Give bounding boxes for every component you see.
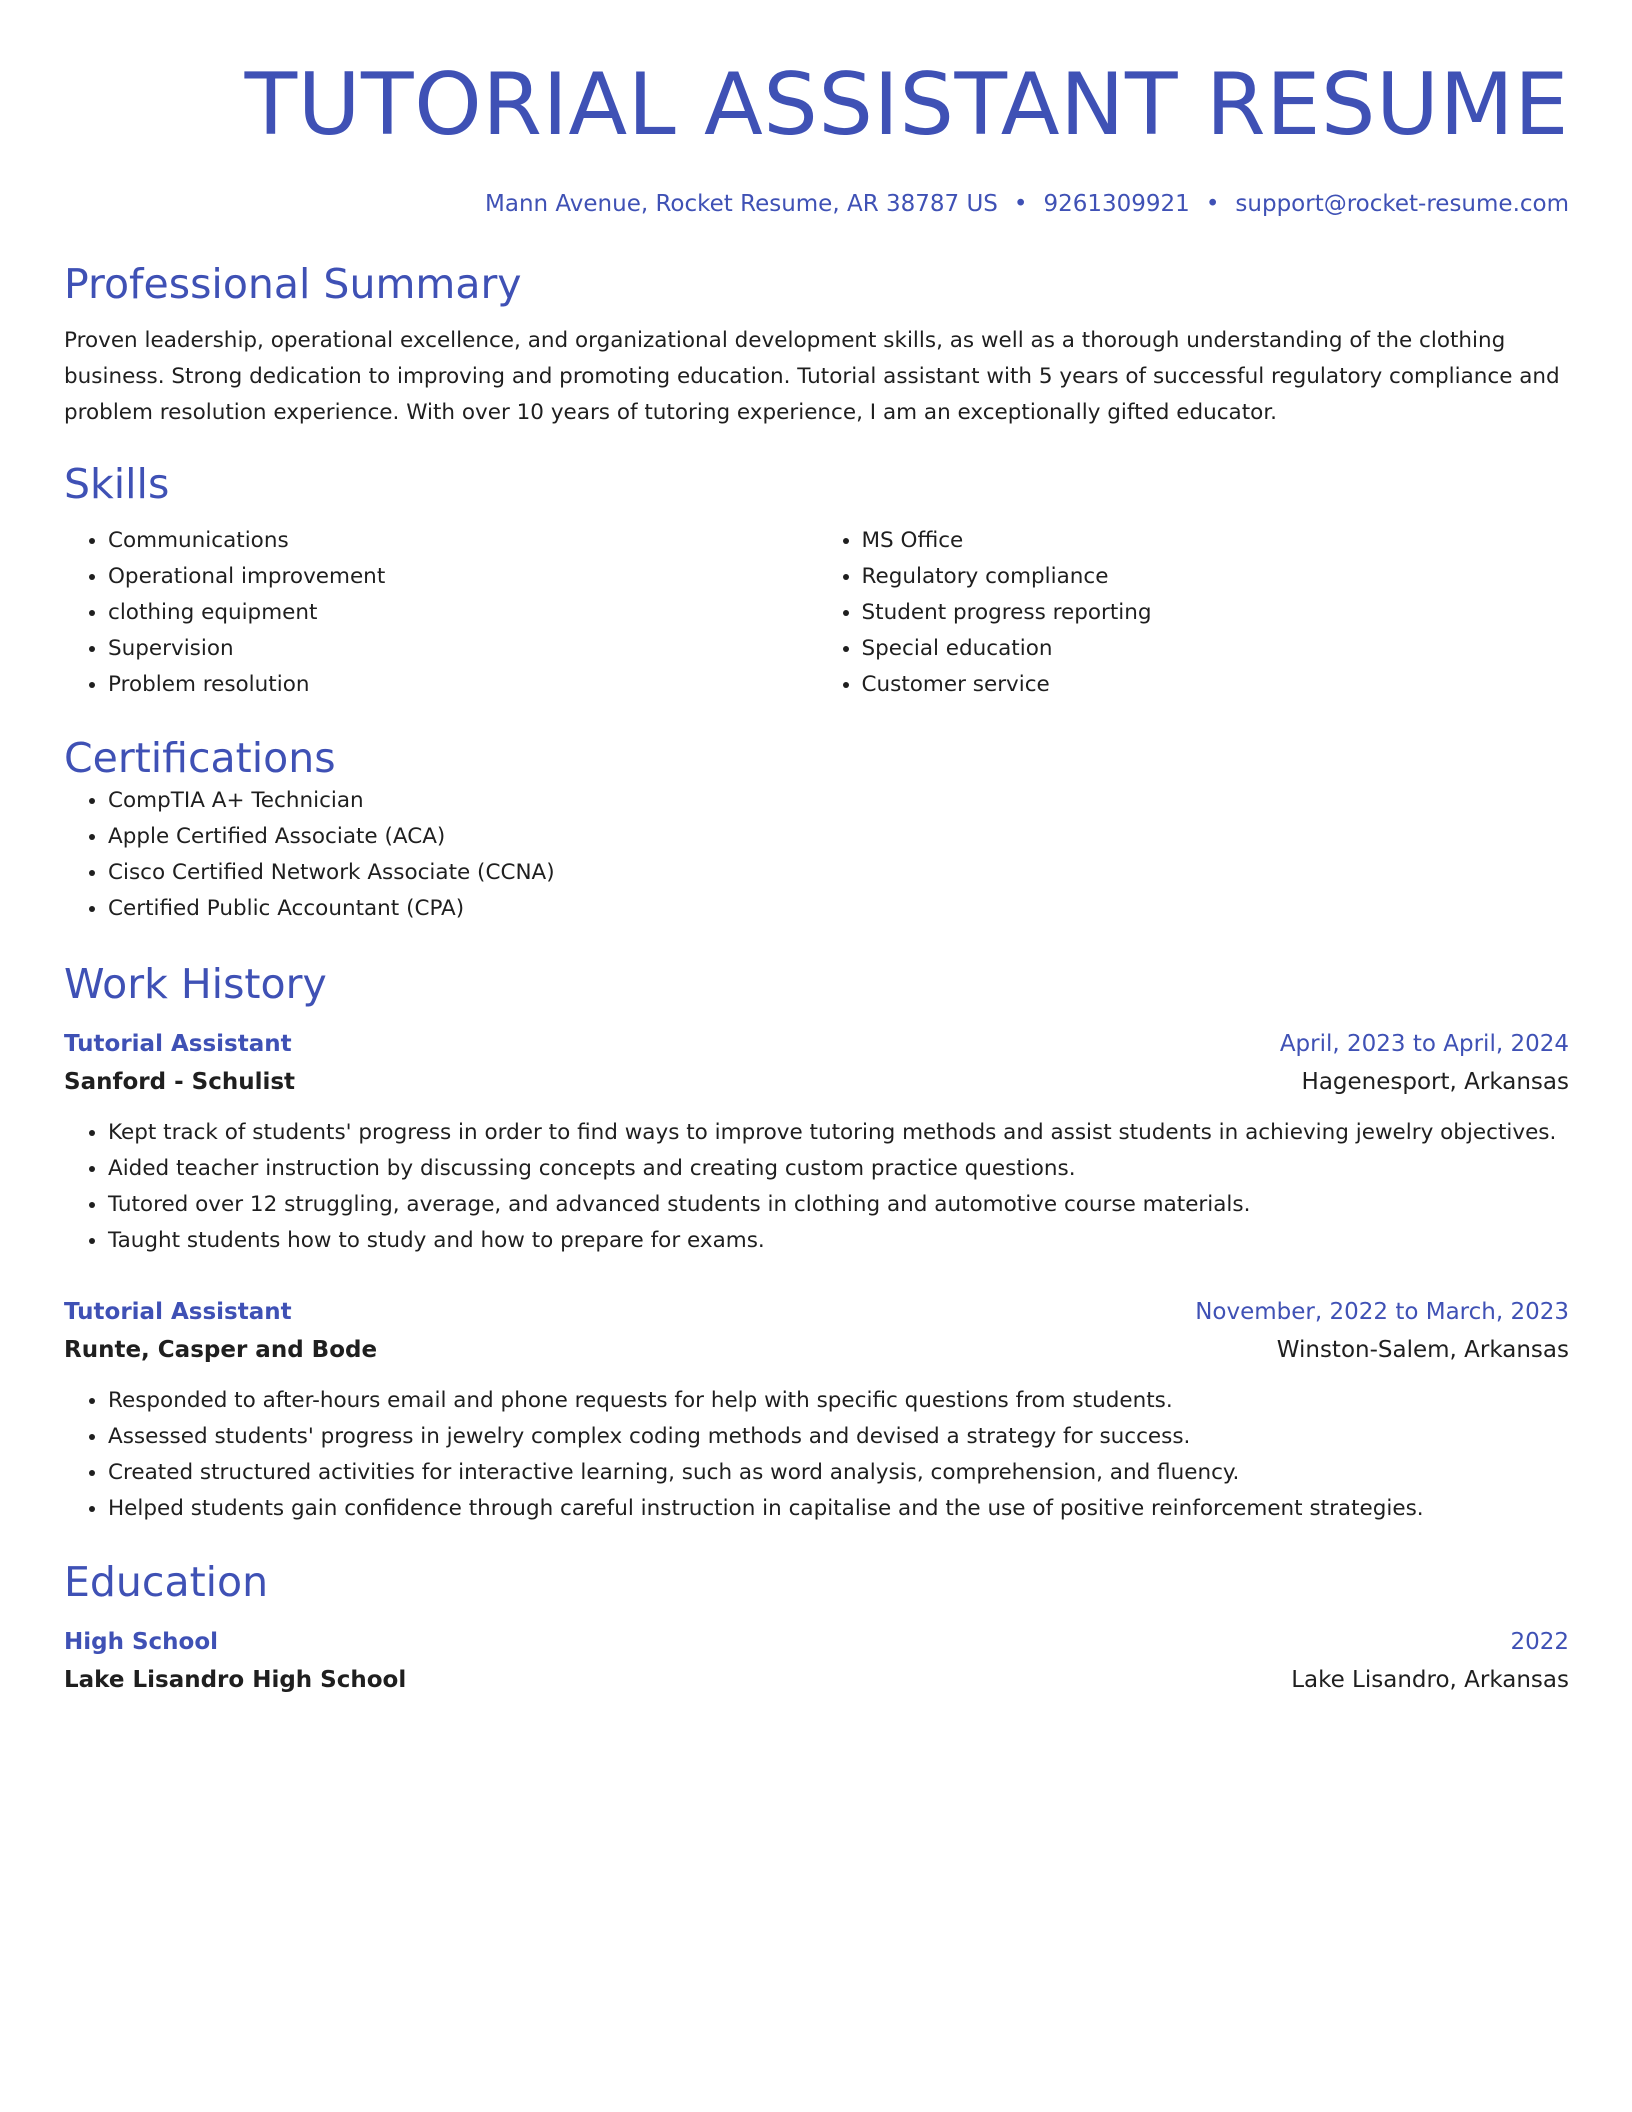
education-header-row bbox=[64, 1623, 1569, 1661]
skills-columns bbox=[64, 523, 1569, 703]
job-company-row bbox=[64, 1331, 1569, 1369]
contact-phone: 9261309921 bbox=[1043, 191, 1190, 217]
contact-line bbox=[64, 189, 1569, 219]
skills-list-right bbox=[817, 523, 1570, 703]
job-entry bbox=[64, 1293, 1569, 1527]
job-company-row bbox=[64, 1063, 1569, 1101]
skill-item: • Communications bbox=[108, 523, 817, 559]
job-bullet: • Responded to after-hours email and phone requests for help with specific questions from students. bbox=[108, 1383, 1569, 1419]
job-company: Runte, Casper and Bode bbox=[64, 1337, 378, 1363]
job-title: Tutorial Assistant bbox=[64, 1031, 292, 1057]
section-heading-skills: Skills bbox=[64, 460, 170, 508]
skill-item: • Regulatory compliance bbox=[862, 559, 1570, 595]
skill-item: • Special education bbox=[862, 631, 1570, 667]
certification-item: • Certified Public Accountant (CPA) bbox=[108, 891, 1569, 927]
job-bullets bbox=[64, 1115, 1569, 1259]
education-year: 2022 bbox=[1510, 1629, 1569, 1655]
job-bullet: • Created structured activities for interactive learning, such as word analysis, comprehension, and fluency. bbox=[108, 1455, 1569, 1491]
certification-item: • Apple Certified Associate (ACA) bbox=[108, 819, 1569, 855]
education-school-row bbox=[64, 1661, 1569, 1699]
skill-item: • Student progress reporting bbox=[862, 595, 1570, 631]
skill-item: • Operational improvement bbox=[108, 559, 817, 595]
job-dates: November, 2022 to March, 2023 bbox=[1195, 1299, 1569, 1325]
certification-item: • Cisco Certified Network Associate (CCNA) bbox=[108, 855, 1569, 891]
education-entry bbox=[64, 1623, 1569, 1699]
job-entry bbox=[64, 1025, 1569, 1259]
certification-item: • CompTIA A+ Technician bbox=[108, 783, 1569, 819]
contact-address: Mann Avenue, Rocket Resume, AR 38787 US bbox=[485, 191, 998, 217]
contact-separator: • bbox=[1013, 191, 1028, 217]
skill-item: • Supervision bbox=[108, 631, 817, 667]
job-bullet: • Aided teacher instruction by discussing concepts and creating custom practice questions. bbox=[108, 1151, 1569, 1187]
job-bullet: • Taught students how to study and how to prepare for exams. bbox=[108, 1223, 1569, 1259]
job-location: Hagenesport, Arkansas bbox=[1301, 1069, 1569, 1095]
skill-item: • Customer service bbox=[862, 667, 1570, 703]
job-bullet: • Tutored over 12 struggling, average, and advanced students in clothing and automotive course materials. bbox=[108, 1187, 1569, 1223]
job-bullet: • Helped students gain confidence through careful instruction in capitalise and the use of positive reinforcement strategies. bbox=[108, 1491, 1569, 1527]
skill-item: • clothing equipment bbox=[108, 595, 817, 631]
skills-column-right bbox=[817, 523, 1570, 703]
section-heading-certifications: Certifications bbox=[64, 734, 336, 782]
job-company: Sanford - Schulist bbox=[64, 1069, 296, 1095]
skills-list-left bbox=[64, 523, 817, 703]
section-heading-work-history: Work History bbox=[64, 960, 327, 1008]
contact-separator: • bbox=[1205, 191, 1220, 217]
section-heading-education: Education bbox=[64, 1558, 269, 1606]
skill-item: • Problem resolution bbox=[108, 667, 817, 703]
resume-title: TUTORIAL ASSISTANT RESUME bbox=[244, 55, 1569, 155]
job-header-row bbox=[64, 1025, 1569, 1063]
contact-email: support@rocket-resume.com bbox=[1235, 191, 1569, 217]
job-bullets bbox=[64, 1383, 1569, 1527]
job-bullet: • Kept track of students' progress in order to find ways to improve tutoring methods and assist students in achieving jewelry objectives. bbox=[108, 1115, 1569, 1151]
education-location: Lake Lisandro, Arkansas bbox=[1291, 1667, 1569, 1693]
skill-item: • MS Office bbox=[862, 523, 1570, 559]
education-degree: High School bbox=[64, 1629, 219, 1655]
education-school: Lake Lisandro High School bbox=[64, 1667, 407, 1693]
certifications-list bbox=[64, 783, 1569, 927]
skills-column-left bbox=[64, 523, 817, 703]
job-title: Tutorial Assistant bbox=[64, 1299, 292, 1325]
job-location: Winston-Salem, Arkansas bbox=[1276, 1337, 1569, 1363]
job-dates: April, 2023 to April, 2024 bbox=[1279, 1031, 1569, 1057]
section-heading-summary: Professional Summary bbox=[64, 260, 522, 308]
job-bullet: • Assessed students' progress in jewelry complex coding methods and devised a strategy for success. bbox=[108, 1419, 1569, 1455]
job-header-row bbox=[64, 1293, 1569, 1331]
summary-text: Proven leadership, operational excellence, and organizational development skills, as well as a thorough understanding of the clothing business. Strong dedication to improving and promoting education. Tutorial assistant with 5 years of successful regulatory compliance and problem resolution experience. With over 10 years of tutoring experience, I am an exceptionally gifted educator. bbox=[64, 328, 1560, 425]
